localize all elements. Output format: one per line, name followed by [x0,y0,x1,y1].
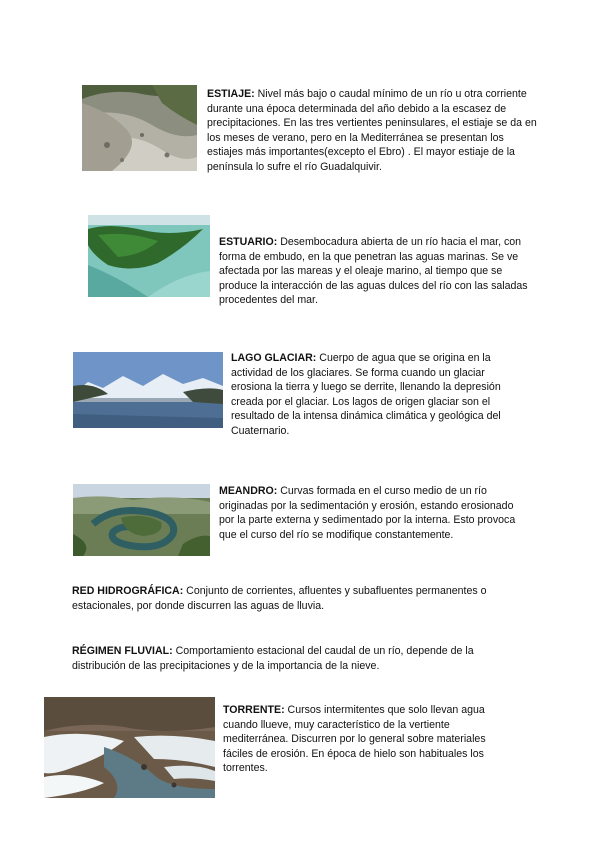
term-estiaje: ESTIAJE: [207,88,255,100]
definition-regimen-fluvial: Comportamiento estacional del caudal de un río, depende de la distribución de las precipitaciones y de la importancia de la nieve. [72,645,474,672]
term-lago-glaciar: LAGO GLACIAR: [231,352,317,364]
definition-torrente: Cursos intermitentes que solo llevan agua cuando llueve, muy característico de la vertiente mediterránea. Discurren por lo general sobre materiales fáciles de erosión. En época de hielo son habituales los torrentes. [223,704,486,775]
dry-riverbed-photo [82,85,197,171]
entry-red-hidrografica [72,584,522,613]
torrent-photo [44,697,215,798]
meander-photo [73,484,210,556]
definition-estuario: Desembocadura abierta de un río hacia el mar, con forma de embudo, en la que penetran las aguas marinas. Se ve afectada por las mareas y el oleaje marino, al tiempo que se produce la interacción de las aguas dulces del río con las saladas procedentes del mar. [219,236,528,307]
definition-estiaje: Nivel más bajo o caudal mínimo de un río u otra corriente durante una época determinada del año debido a la escasez de precipitaciones. En las tres vertientes peninsulares, el estiaje se da en los meses de verano, pero en la Mediterránea se presentan los estiajes más importantes(excepto el Ebro) . El mayor estiaje de la península lo sufre el río Guadalquivir. [207,88,537,173]
entry-estuario [219,235,529,308]
term-estuario: ESTUARIO: [219,236,278,248]
term-torrente: TORRENTE: [223,704,285,716]
term-red-hidrografica: RED HIDROGRÁFICA: [72,585,184,597]
entry-torrente [223,703,513,776]
term-regimen-fluvial: RÉGIMEN FLUVIAL: [72,645,173,657]
entry-meandro [219,484,524,542]
glacier-lake-photo [73,352,223,428]
term-meandro: MEANDRO: [219,485,278,497]
entry-regimen-fluvial [72,644,522,673]
definition-red-hidrografica: Conjunto de corrientes, afluentes y subafluentes permanentes o estacionales, por donde discurren las aguas de lluvia. [72,585,487,612]
estuary-photo [88,215,210,297]
entry-lago-glaciar [231,351,521,439]
definition-meandro: Curvas formada en el curso medio de un río originadas por la sedimentación y erosión, estando erosionado por la parte externa y sedimentado por la interna. Esto provoca que el curso del río se modifique constantemente. [219,485,516,541]
entry-estiaje [207,87,537,175]
definition-lago-glaciar: Cuerpo de agua que se origina en la actividad de los glaciares. Se forma cuando un glaciar erosiona la tierra y luego se derrite, llenando la depresión creada por el glaciar. Los lagos de origen glaciar son el resultado de la intensa dinámica climática y geológica del Cuaternario. [231,352,501,437]
